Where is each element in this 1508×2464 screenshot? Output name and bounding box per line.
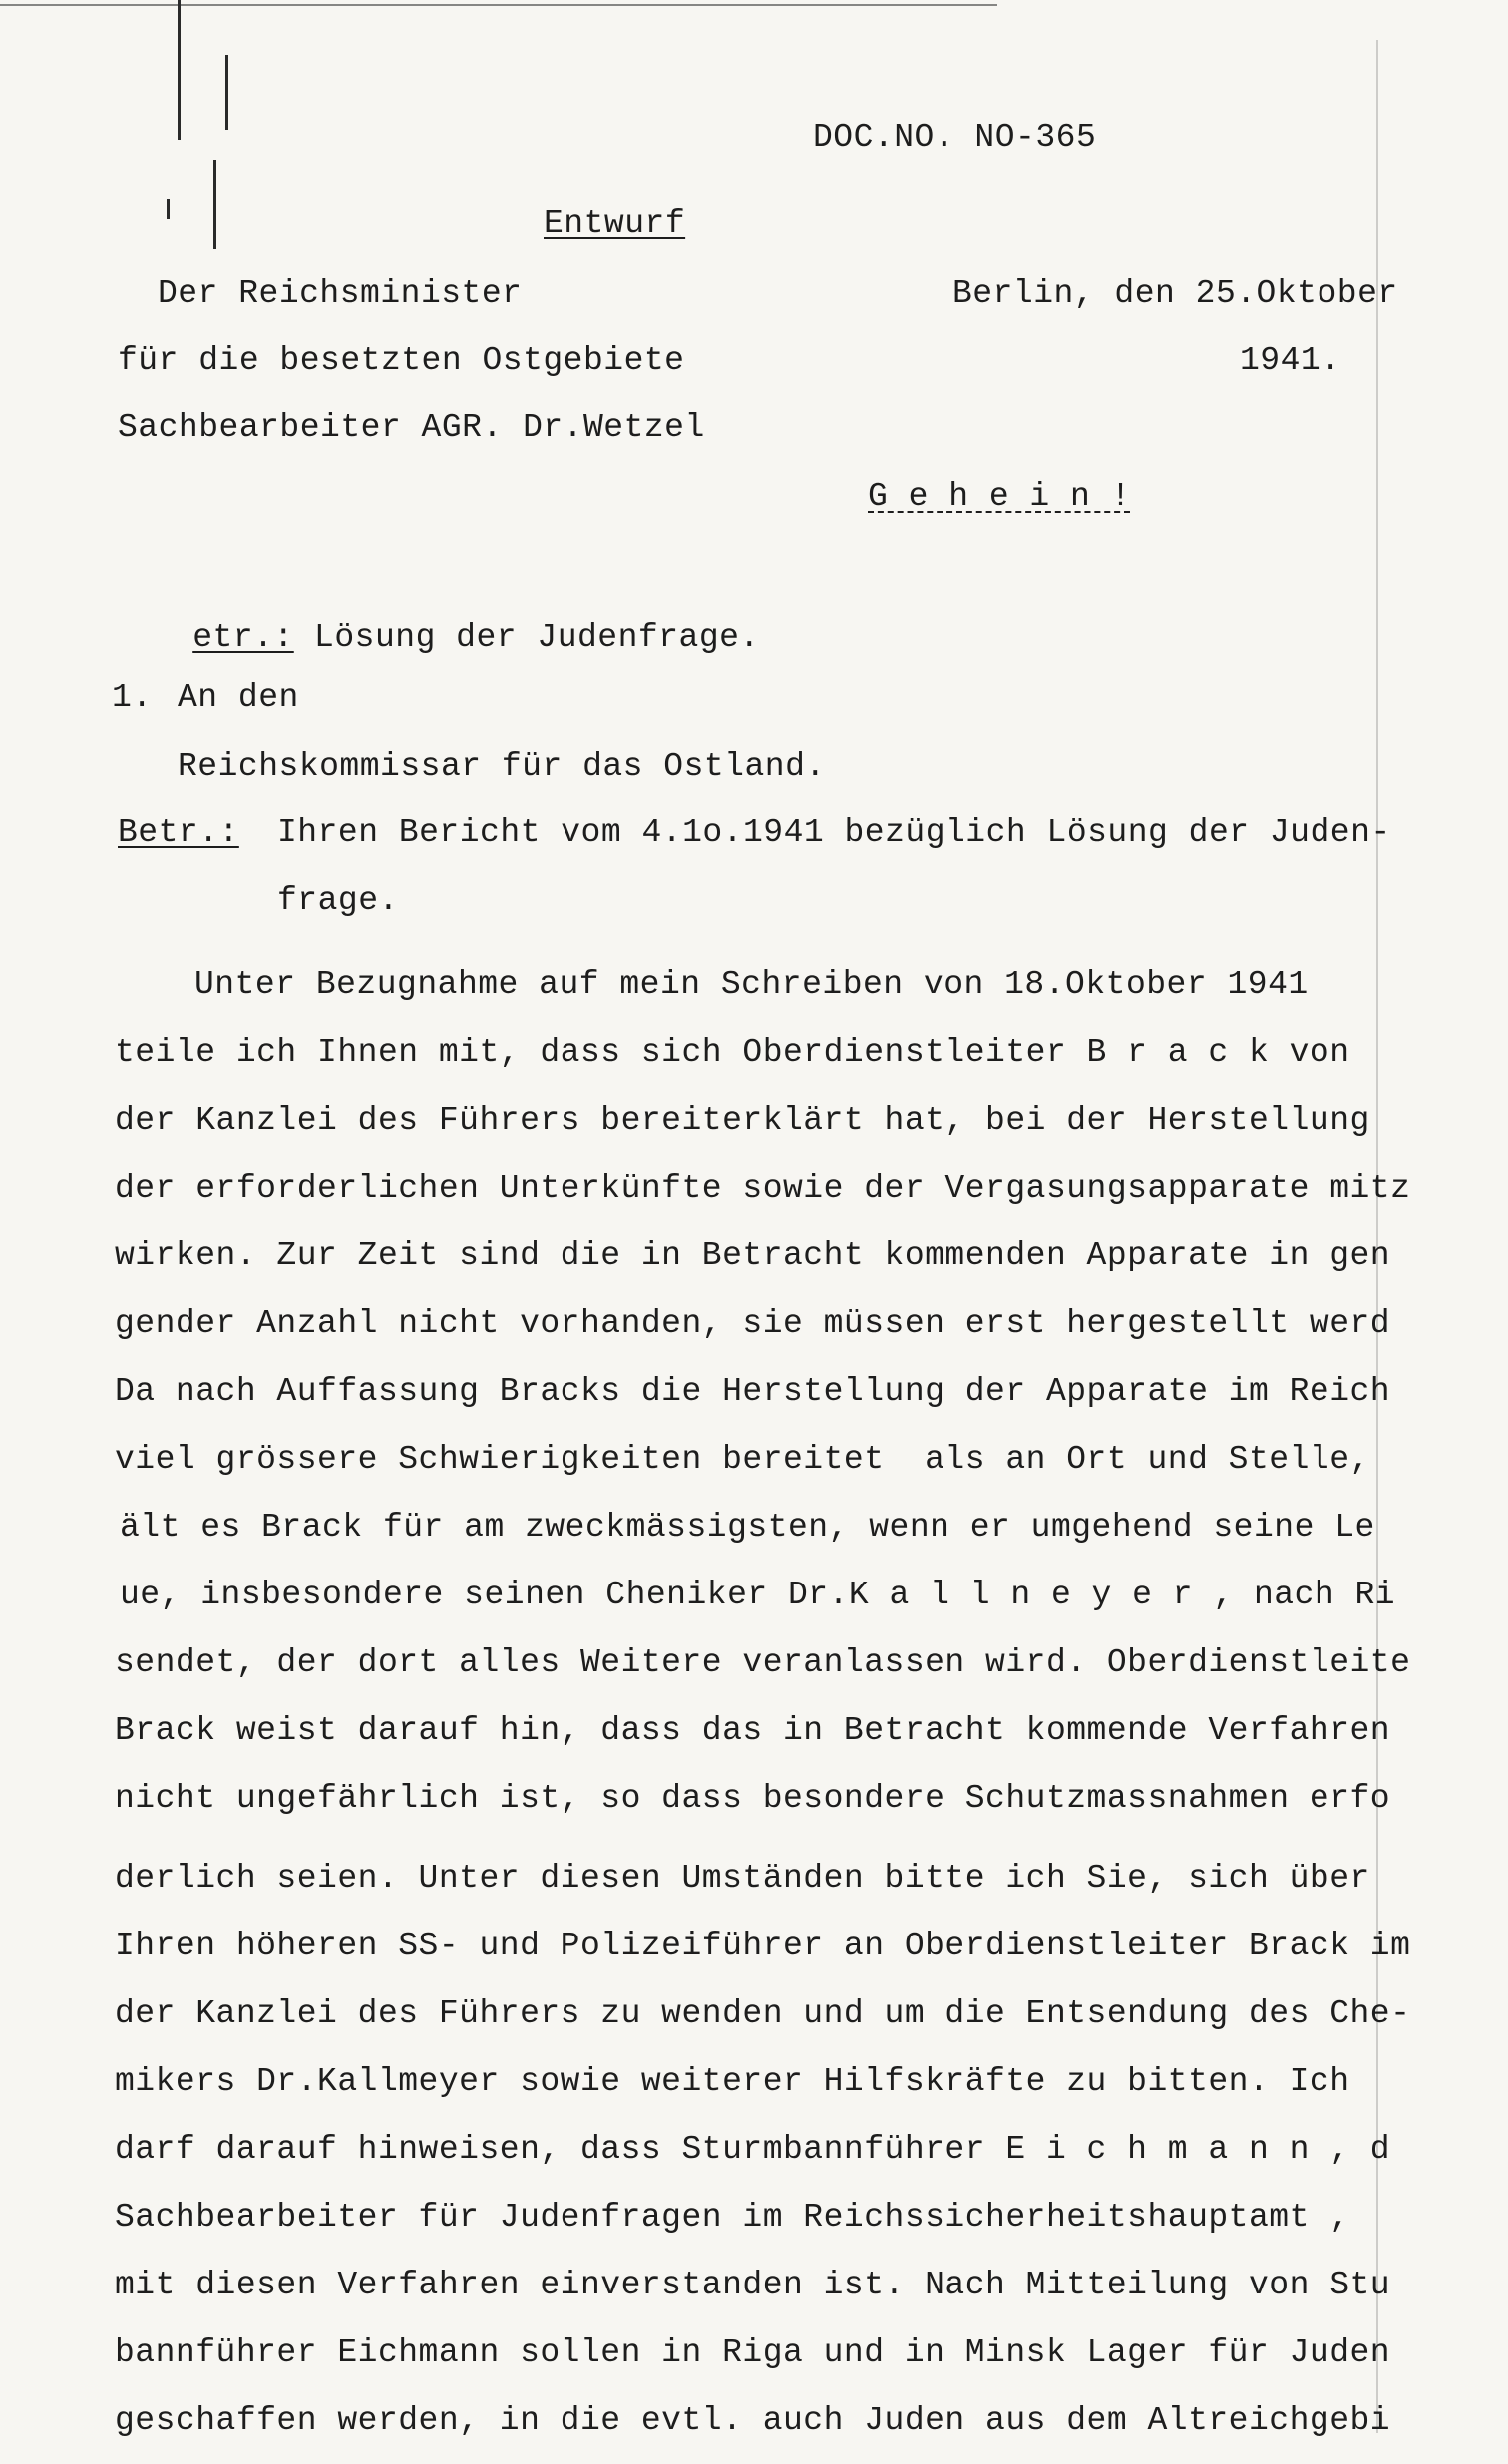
body-line: derlich seien. Unter diesen Umständen bitte ich Sie, sich über	[115, 1860, 1370, 1897]
body-line: wirken. Zur Zeit sind die in Betracht kommenden Apparate in gen	[115, 1237, 1391, 1274]
body-line: bannführer Eichmann sollen in Riga und in Minsk Lager für Juden	[115, 2334, 1391, 2371]
body-line: nicht ungefährlich ist, so dass besondere Schutzmassnahmen erfo	[115, 1780, 1391, 1817]
addressee-line: An den	[178, 679, 299, 716]
body-line: der Kanzlei des Führers bereiterklärt hat, bei der Herstellung	[115, 1102, 1370, 1139]
body-line: ält es Brack für am zweckmässigsten, wenn er umgehend seine Le	[120, 1509, 1375, 1546]
body-line: geschaffen werden, in die evtl. auch Juden aus dem Altreichgebi	[115, 2402, 1391, 2439]
place-date: Berlin, den 25.Oktober	[952, 275, 1398, 312]
body-line: Ihren höheren SS- und Polizeiführer an Oberdienstleiter Brack im	[115, 1928, 1411, 1964]
body-line: viel grössere Schwierigkeiten bereitet als an Ort und Stelle,	[115, 1441, 1370, 1478]
reference-text: Ihren Bericht vom 4.1o.1941 bezüglich Lösung der Juden-	[277, 814, 1391, 851]
sender-line: Sachbearbeiter AGR. Dr.Wetzel	[118, 409, 705, 446]
addressee-line: Reichskommissar für das Ostland.	[178, 748, 826, 785]
body-line: Sachbearbeiter für Judenfragen im Reichssicherheitshauptamt ,	[115, 2199, 1350, 2236]
margin-mark	[167, 199, 170, 219]
margin-mark	[213, 160, 216, 249]
margin-mark	[0, 4, 997, 6]
body-line: darf darauf hinweisen, dass Sturmbannführer E i c h m a n n , d	[115, 2131, 1391, 2168]
doc-number: DOC.NO. NO-365	[813, 119, 1097, 156]
body-line: Unter Bezugnahme auf mein Schreiben von 18.Oktober 1941	[194, 966, 1309, 1003]
date-year: 1941.	[1240, 342, 1341, 379]
margin-mark	[225, 55, 228, 130]
body-line: der Kanzlei des Führers zu wenden und um die Entsendung des Che-	[115, 1995, 1411, 2032]
reference-text: frage.	[277, 882, 399, 919]
reference-label: Betr.:	[118, 814, 239, 851]
draft-label: Entwurf	[544, 205, 686, 242]
body-line: ue, insbesondere seinen Cheniker Dr.K a l l n e y e r , nach Ri	[120, 1577, 1396, 1613]
body-line: mit diesen Verfahren einverstanden ist. Nach Mitteilung von Stu	[115, 2267, 1391, 2303]
subject-text: Lösung der Judenfrage.	[293, 619, 760, 656]
sender-line: für die besetzten Ostgebiete	[118, 342, 685, 379]
margin-mark	[178, 0, 181, 140]
subject-label: etr.:	[192, 619, 294, 656]
body-line: der erforderlichen Unterkünfte sowie der Vergasungsapparate mitz	[115, 1170, 1411, 1207]
sender-line: Der Reichsminister	[158, 275, 523, 312]
body-line: gender Anzahl nicht vorhanden, sie müssen erst hergestellt werd	[115, 1305, 1391, 1342]
addressee-number: 1.	[112, 679, 153, 716]
body-line: sendet, der dort alles Weitere veranlassen wird. Oberdienstleite	[115, 1644, 1411, 1681]
classification-mark: G e h e i n !	[868, 478, 1131, 515]
body-line: mikers Dr.Kallmeyer sowie weiterer Hilfskräfte zu bitten. Ich	[115, 2063, 1350, 2100]
body-line: Da nach Auffassung Bracks die Herstellung der Apparate im Reich	[115, 1373, 1391, 1410]
body-line: Brack weist darauf hin, dass das in Betracht kommende Verfahren	[115, 1712, 1391, 1749]
body-line: teile ich Ihnen mit, dass sich Oberdienstleiter B r a c k von	[115, 1034, 1350, 1071]
